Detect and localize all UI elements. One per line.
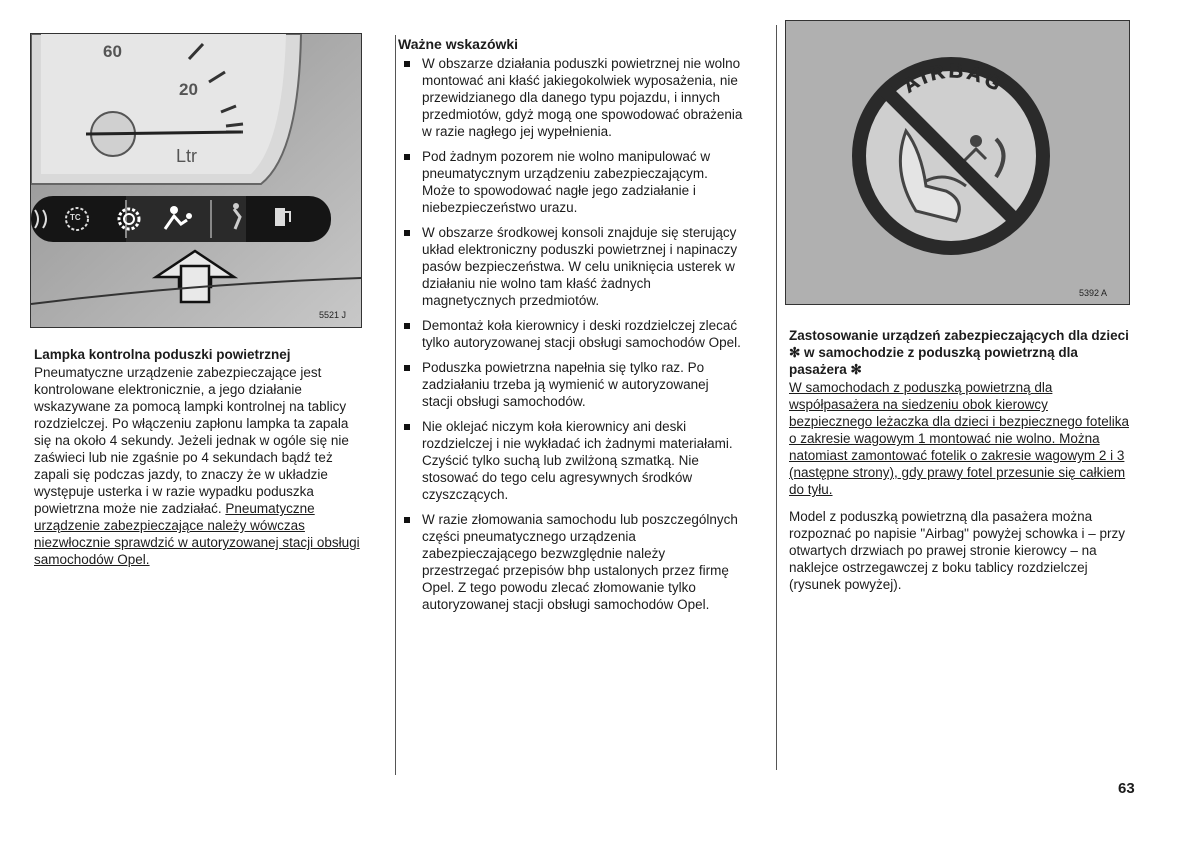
figure-code: 5521 J	[319, 310, 347, 320]
list-item: Poduszka powietrzna napełnia się tylko raz. Po zadziałaniu trzeba ją wymienić w autoryzowanej stacji obsługi samochodów.	[398, 359, 743, 410]
list-item: W obszarze działania poduszki powietrznej nie wolno montować ani kłaść jakiegokolwiek wyposażenia, nie przewidzianego dla danego typu pojazdu, i innych przedmiotów, gdyż mogą one spowodować obrażenia w razie nagłego jej wypełnienia.	[398, 55, 743, 140]
gauge-mark-60: 60	[103, 42, 122, 61]
important-notes-list	[398, 55, 743, 613]
right-text-block	[789, 327, 1129, 593]
gauge-unit-label: Ltr	[176, 146, 198, 166]
passenger-airbag-paragraph: Model z poduszką powietrzną dla pasażera można rozpoznać po napisie "Airbag" powyżej schowka i – przy otwartych drzwiach po prawej stronie kierowcy – na naklejce ostrzegawczej z boku tablicy rozdzielczej (rysunek powyżej).	[789, 509, 1126, 592]
list-item: W obszarze środkowej konsoli znajduje się sterujący układ elektroniczny poduszki powietrznej i napinaczy pasów bezpieczeństwa. W celu uniknięcia usterek w działaniu nie wolno tam kłaść żadnych magnetycznych przedmiotów.	[398, 224, 743, 309]
sticker-airbag-text: AIRBAG	[899, 60, 1008, 98]
list-item: Nie oklejać niczym koła kierownicy ani deski rozdzielczej i nie wykładać ich żadnymi materiałami. Czyścić tylko suchą lub zwilżoną szmatką. Nie stosować do tego celu agresywnych środków czyszczących.	[398, 418, 743, 503]
instrument-panel-figure	[30, 33, 362, 328]
important-notes-heading: Ważne wskazówki	[398, 36, 519, 52]
list-item: Pod żadnym pozorem nie wolno manipulować w pneumatycznym urządzeniu zabezpieczającym. Może to spowodować nagłe jego zadziałanie i niebezpieczeństwo urazu.	[398, 148, 743, 216]
airbag-lamp-text: Pneumatyczne urządzenie zabezpieczające jest kontrolowane elektronicznie, a jego działanie wskazywane za pomocą lampki kontrolnej na tablicy rozdzielczej. Po włączeniu zapłonu lampka ta zapala się na około 4 sekundy. Jeżeli jednak w ogóle się nie zaświeci lub nie zgaśnie po 4 sekundach bądź też zapali się podczas jazdy, to znaczy że w układzie występuje usterka i w razie wypadku poduszka powietrzna może nie zadziałać.	[34, 365, 349, 516]
airbag-lamp-paragraph	[34, 364, 364, 568]
list-item: Demontaż koła kierownicy i deski rozdzielczej zlecać tylko autoryzowanej stacji obsługi samochodów Opel.	[398, 317, 743, 351]
airbag-sticker-figure	[785, 20, 1130, 305]
airbag-lamp-heading: Lampka kontrolna poduszki powietrznej	[34, 347, 291, 362]
middle-text-block	[398, 36, 743, 621]
figure-code: 5392 A	[1079, 288, 1108, 298]
airbag-lamp-warning: Pneumatyczne urządzenie zabezpieczające należy wówczas niezwłocznie sprawdzić w autoryzowanej stacji obsługi samochodów Opel.	[34, 501, 360, 567]
column-divider-left	[395, 35, 396, 775]
column-divider-right	[776, 25, 777, 770]
airbag-warning-sticker	[786, 21, 1129, 304]
gauge-mark-20: 20	[179, 80, 198, 99]
left-text-block	[34, 346, 364, 568]
child-seat-warning: W samochodach z poduszką powietrzną dla współpasażera na siedzeniu obok kierowcy bezpiecznego leżaczka dla dzieci i bezpiecznego fotelika o zakresie wagowym 1 montować nie wolno. Można natomiast zamontować fotelik o zakresie wagowym 2 i 3 (następne strony), gdy prawy fotel przesunie się całkiem do tyłu.	[789, 380, 1129, 497]
list-item: W razie złomowania samochodu lub poszczególnych części pneumatycznego urządzenia zabezpieczającego bezwzględnie należy przestrzegać przepisów bhp ustalonych przez firmę Opel. Z tego powodu zlecać złomowanie tylko autoryzowanej stacji obsługi samochodów Opel.	[398, 511, 743, 613]
page-number: 63	[1118, 780, 1135, 797]
child-seat-heading: Zastosowanie urządzeń zabezpieczających dla dzieci ✻ w samochodzie z poduszką powietrzną dla pasażera ✻	[789, 328, 1129, 377]
instrument-panel-illustration	[31, 34, 361, 327]
tc-icon: TC	[70, 213, 81, 222]
